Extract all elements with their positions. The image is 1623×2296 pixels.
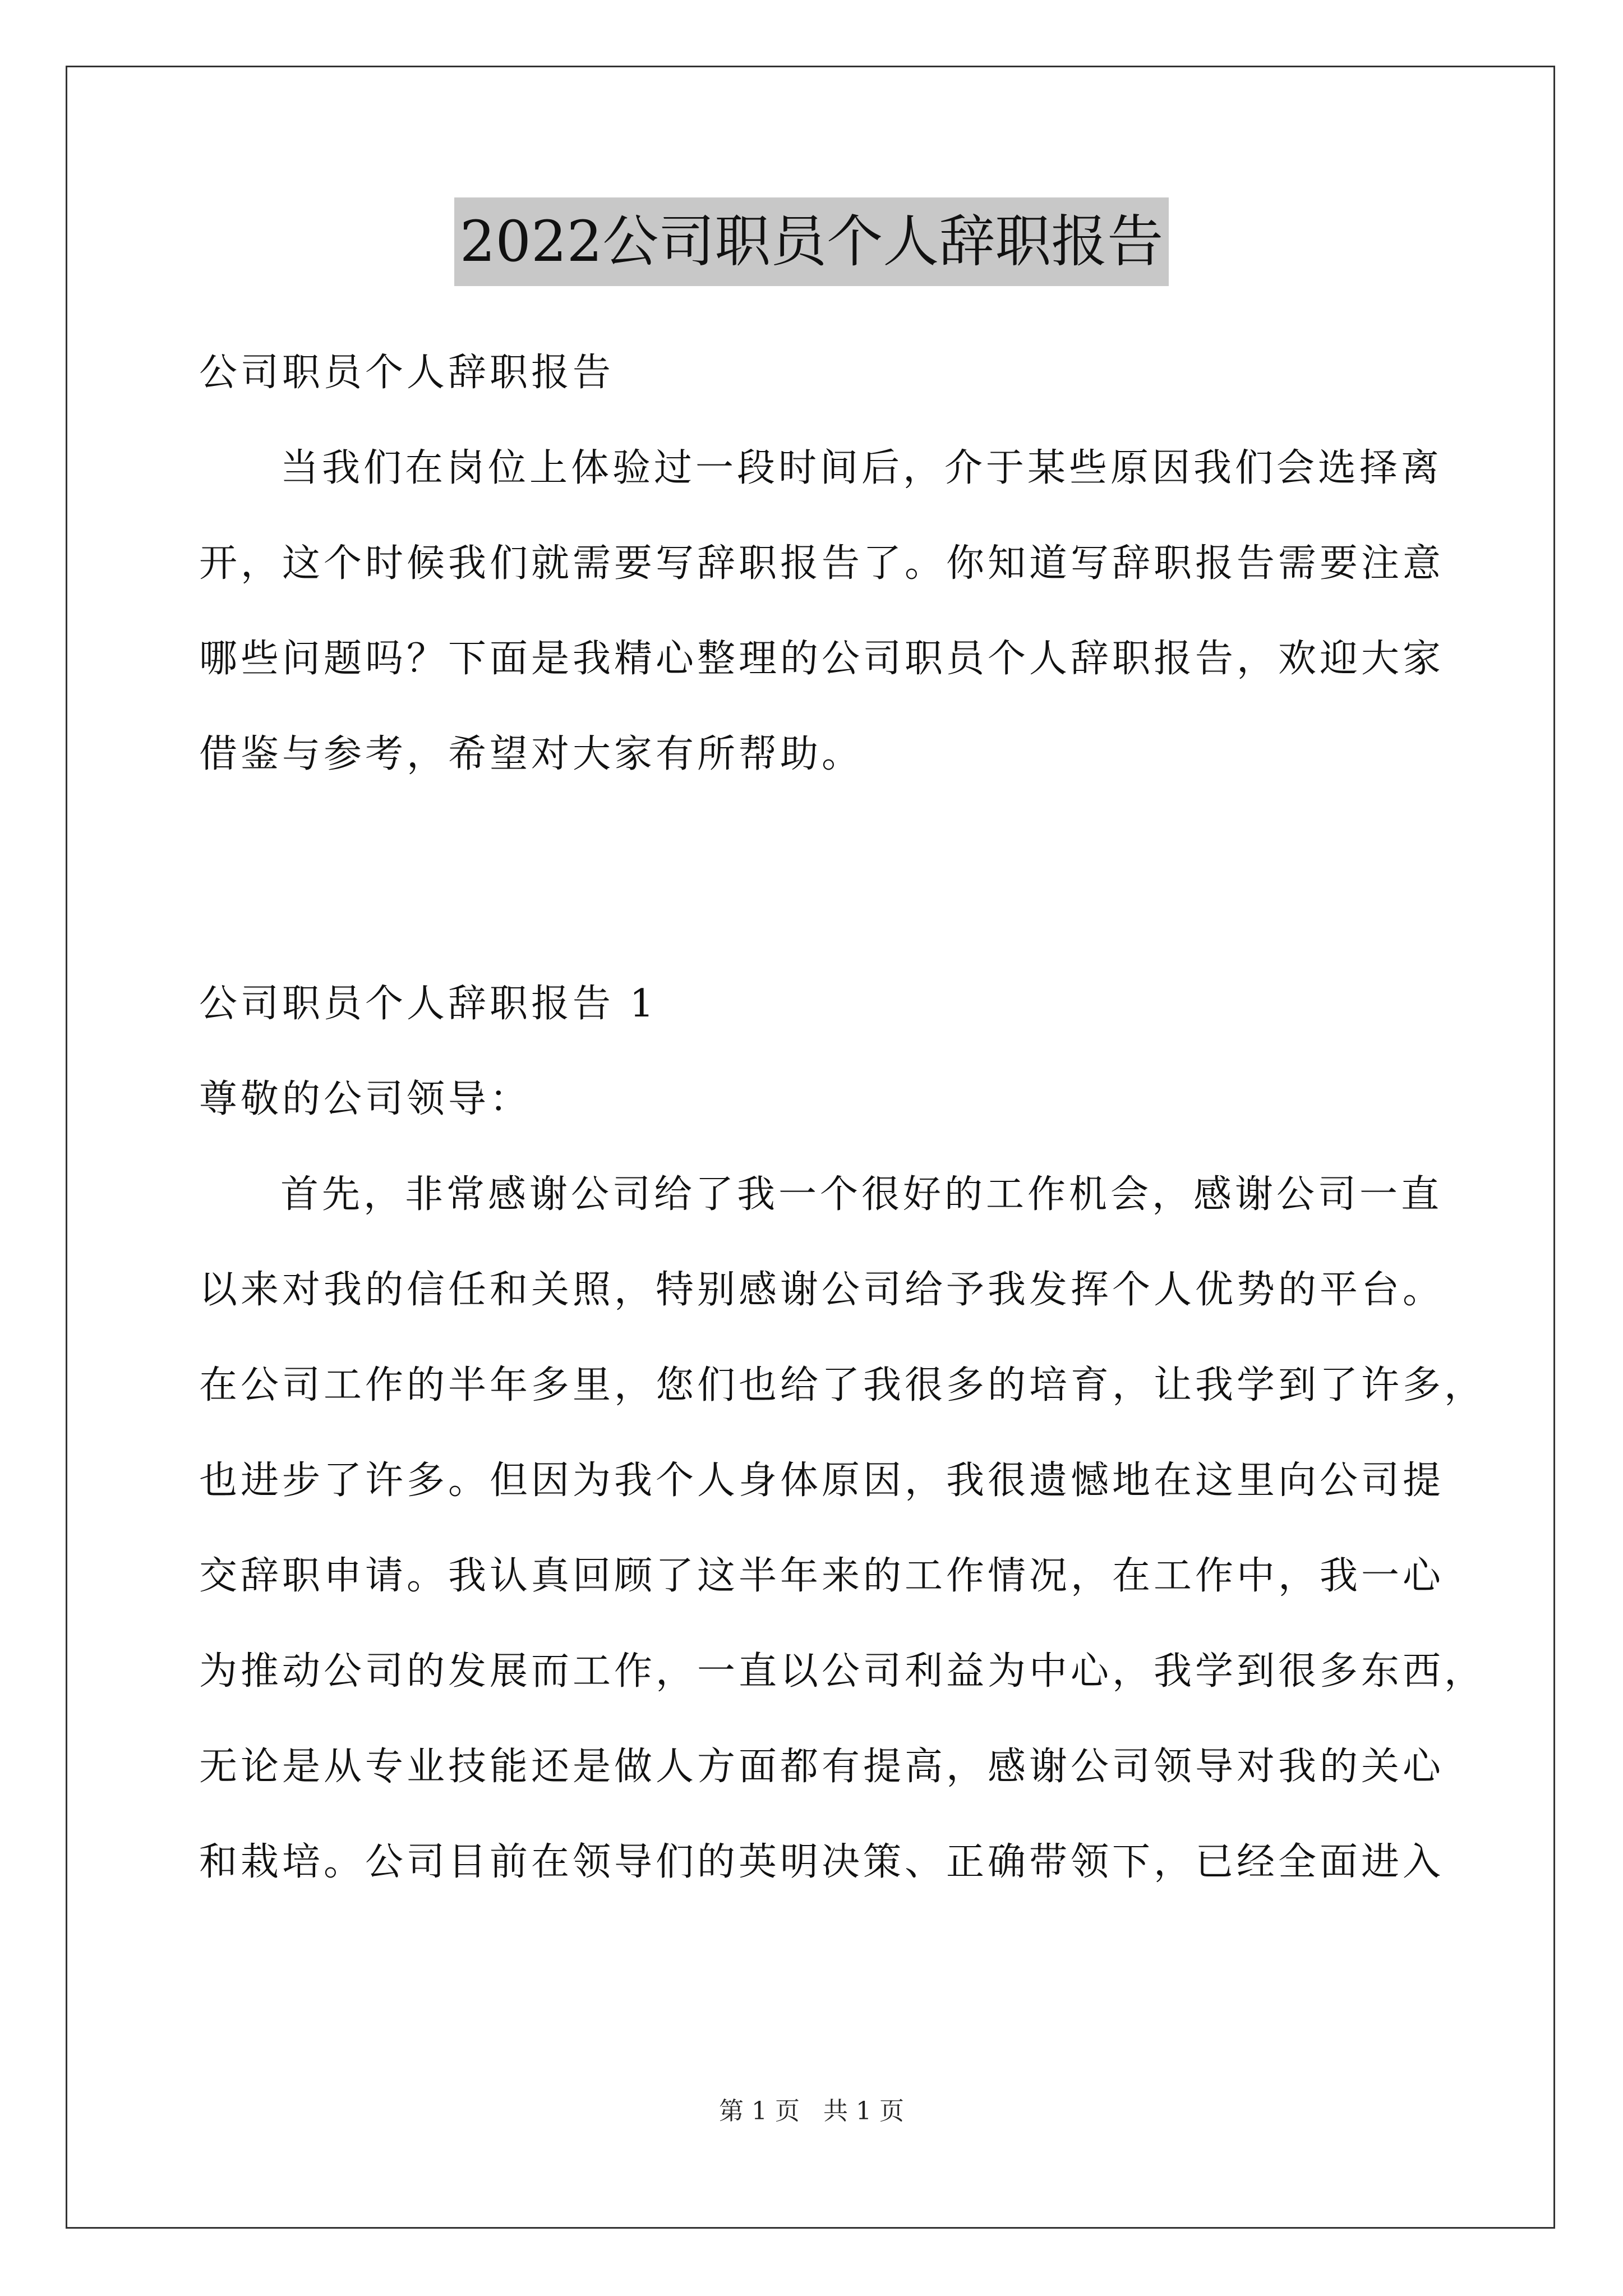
document-title: 2022公司职员个人辞职报告 — [454, 197, 1169, 286]
body-line-2: 以来对我的信任和关照，特别感谢公司给予我发挥个人优势的平台。 — [199, 1268, 1445, 1312]
subtitle: 公司职员个人辞职报告 — [199, 351, 615, 395]
salutation: 尊敬的公司领导： — [199, 1077, 532, 1121]
body-line-1: 首先，非常感谢公司给了我一个很好的工作机会，感谢公司一直 — [280, 1172, 1443, 1217]
intro-line-2: 开，这个时候我们就需要写辞职报告了。你知道写辞职报告需要注意 — [199, 541, 1445, 586]
body-line-4: 也进步了许多。但因为我个人身体原因，我很遗憾地在这里向公司提 — [199, 1458, 1445, 1503]
intro-line-1: 当我们在岗位上体验过一段时间后，介于某些原因我们会选择离 — [280, 446, 1443, 490]
body-line-7: 无论是从专业技能还是做人方面都有提高，感谢公司领导对我的关心 — [199, 1745, 1445, 1789]
title-container — [0, 197, 1623, 286]
intro-line-4: 借鉴与参考，希望对大家有所帮助。 — [199, 732, 864, 776]
section-heading: 公司职员个人辞职报告 1 — [199, 982, 657, 1026]
body-line-5: 交辞职申请。我认真回顾了这半年来的工作情况，在工作中，我一心 — [199, 1554, 1445, 1598]
body-line-3: 在公司工作的半年多里，您们也给了我很多的培育，让我学到了许多， — [199, 1363, 1486, 1407]
body-line-8: 和栽培。公司目前在领导们的英明决策、正确带领下，已经全面进入 — [199, 1840, 1445, 1884]
intro-line-3: 哪些问题吗？下面是我精心整理的公司职员个人辞职报告，欢迎大家 — [199, 637, 1445, 681]
body-line-6: 为推动公司的发展而工作，一直以公司利益为中心，我学到很多东西， — [199, 1649, 1486, 1694]
page-footer: 第 1 页 共 1 页 — [719, 2097, 904, 2125]
